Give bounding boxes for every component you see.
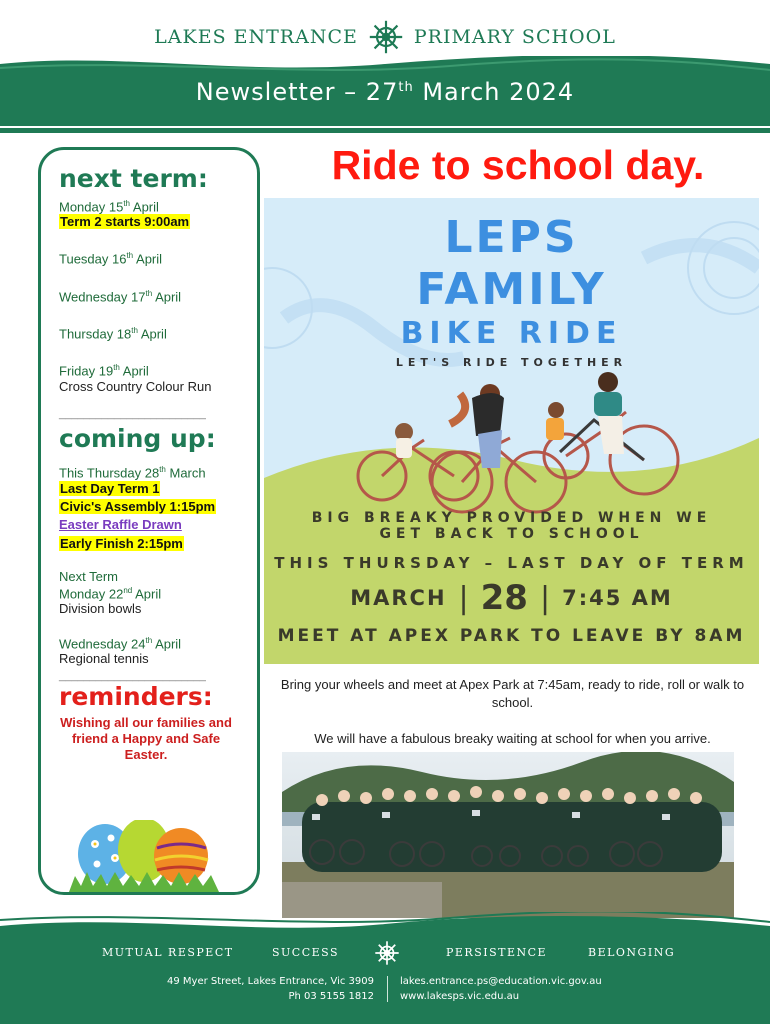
school-name xyxy=(0,12,770,62)
poster-meet: MEET AT APEX PARK TO LEAVE BY 8AM xyxy=(277,626,746,646)
header-divider xyxy=(0,128,770,133)
poster-breaky: BIG BREAKY PROVIDED WHEN WE GET BACK TO SCHOOL xyxy=(311,510,712,543)
sidebar-calendar xyxy=(38,147,260,895)
event-this-thursday: This Thursday 28th March Last Day Term 1 Civic's Assembly 1:15pm Easter Raffle Drawn Early Finish 2:15pm xyxy=(59,464,216,551)
poster-leps: LEPS xyxy=(444,212,579,263)
divider: ________________________ xyxy=(59,670,206,683)
footer-address: 49 Myer Street, Lakes Entrance, Vic 3909 xyxy=(167,976,374,987)
bike-ride-poster xyxy=(264,198,759,664)
poster-tagline: LET'S RIDE TOGETHER xyxy=(395,356,628,369)
coming-up-heading: coming up: xyxy=(59,423,216,453)
school-name-right: PRIMARY SCHOOL xyxy=(413,26,616,48)
event-friday-19: Friday 19th April Cross Country Colour Run xyxy=(59,363,243,393)
poster-separator: | xyxy=(458,580,469,616)
poster-time: 7:45 AM xyxy=(562,586,673,610)
value-success: SUCCESS xyxy=(272,946,340,959)
poster-date-row xyxy=(264,578,759,618)
division-bowls-note: Division bowls xyxy=(59,601,142,617)
group-photo xyxy=(282,752,734,918)
poster-day: 28 xyxy=(480,578,528,618)
easter-greeting: Wishing all our families and friend a Happy and Safe Easter. xyxy=(60,715,232,762)
event-monday-22: Monday 22nd April Division bowls xyxy=(59,586,243,616)
footer-separator xyxy=(387,976,388,1002)
poster-bike-ride: BIKE RIDE xyxy=(400,316,623,351)
term-start-note: Term 2 starts 9:00am xyxy=(60,214,190,230)
intro-paragraph: Bring your wheels and meet at Apex Park at 7:45am, ready to ride, roll or walk to school. xyxy=(280,677,745,710)
ship-wheel-icon xyxy=(374,940,400,966)
poster-thursday: THIS THURSDAY – LAST DAY OF TERM xyxy=(274,554,749,572)
footer-address-block xyxy=(150,974,374,1004)
ride-to-school-title: Ride to school day. xyxy=(331,142,705,188)
easter-raffle-link[interactable]: Easter Raffle Drawn xyxy=(59,517,182,533)
footer-email[interactable]: lakes.entrance.ps@education.vic.gov.au xyxy=(400,976,602,987)
school-name-left: LAKES ENTRANCE xyxy=(154,26,358,48)
poster-separator: | xyxy=(539,580,551,616)
value-belonging: BELONGING xyxy=(588,946,676,959)
event-wednesday-17: Wednesday 17th April xyxy=(59,288,182,304)
next-term-heading: next term: xyxy=(59,164,208,193)
event-thursday-18: Thursday 18th April xyxy=(59,325,167,342)
next-term-label: Next Term xyxy=(59,568,118,584)
value-persistence: PERSISTENCE xyxy=(446,946,548,959)
ship-wheel-icon xyxy=(368,19,404,55)
value-mutual-respect: MUTUAL RESPECT xyxy=(102,946,234,959)
poster-family: FAMILY xyxy=(416,264,607,315)
assembly-note: Civic's Assembly 1:15pm xyxy=(60,499,216,515)
regional-tennis-note: Regional tennis xyxy=(59,651,149,667)
event-wednesday-24: Wednesday 24th April Regional tennis xyxy=(59,636,243,666)
easter-eggs-illustration xyxy=(69,820,219,892)
poster-month: MARCH xyxy=(350,586,447,610)
reminders-heading: reminders: xyxy=(59,682,213,712)
breakfast-paragraph: We will have a fabulous breaky waiting at school for when you arrive. xyxy=(314,731,711,746)
early-finish-note: Early Finish 2:15pm xyxy=(60,535,183,551)
last-day-note: Last Day Term 1 xyxy=(60,480,160,496)
newsletter-title: Newsletter – 27th March 2024 xyxy=(195,78,575,106)
divider: ________________________ xyxy=(59,407,206,420)
footer-contact-block xyxy=(400,974,650,1004)
footer-band xyxy=(0,912,770,1024)
event-monday-15: Monday 15th April Term 2 starts 9:00am xyxy=(59,199,190,230)
event-tuesday-16: Tuesday 16th April xyxy=(59,251,163,267)
colour-run-note: Cross Country Colour Run xyxy=(59,378,212,394)
footer-phone: Ph 03 5155 1812 xyxy=(288,991,374,1002)
footer-website[interactable]: www.lakesps.vic.edu.au xyxy=(400,991,520,1002)
